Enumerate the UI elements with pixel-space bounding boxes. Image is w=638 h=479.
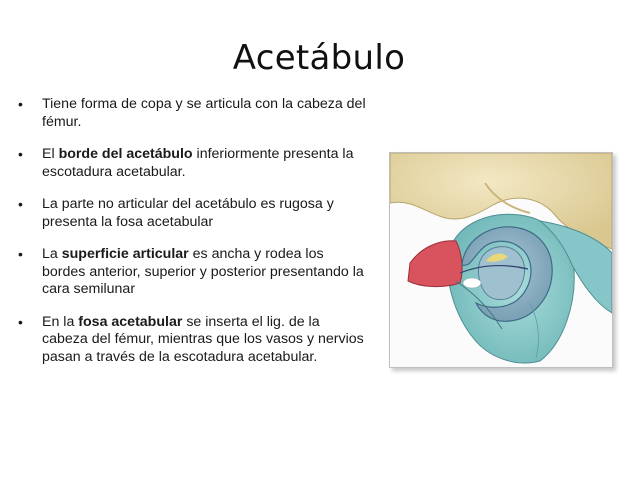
- bullet-marker: •: [18, 196, 23, 212]
- bullet-marker: •: [18, 313, 23, 330]
- bullet-text: Tiene forma de copa y se articula con la cabeza del fémur.: [42, 96, 366, 130]
- bullet-bold-text: borde del acetábulo: [58, 146, 193, 162]
- acetabulum-drawing: [390, 153, 612, 367]
- ligament-spot: [463, 278, 481, 288]
- bullet-bold-text: fosa acetabular: [78, 313, 183, 330]
- bullet-item: [16, 196, 368, 231]
- acetabulum-illustration: [389, 152, 613, 368]
- bullet-text: se inserta el lig. de la cabeza del fémur, mientras que los vasos y nervios pasan a través de la escotadura acetabular.: [42, 313, 364, 365]
- bullet-marker: •: [18, 146, 23, 162]
- slide-title: Acetábulo: [232, 38, 406, 78]
- bullet-text: El: [42, 146, 59, 162]
- bullet-text: inferiormente presenta la escotadura acetabular.: [42, 146, 354, 180]
- bullet-marker: •: [18, 96, 23, 112]
- bullet-text: En la: [42, 313, 79, 330]
- bullet-item: [16, 246, 368, 299]
- bullet-text: es ancha y rodea los bordes anterior, superior y posterior presentando la cara semilunar: [42, 246, 364, 297]
- bullet-text: La parte no articular del acetábulo es rugosa y presenta la fosa acetabular: [42, 196, 334, 230]
- bullet-item: [16, 146, 368, 181]
- bullet-text: La: [42, 246, 62, 262]
- acetabular-notch-region: [408, 241, 462, 287]
- bullet-list: [16, 96, 368, 381]
- bullet-item: [16, 96, 368, 131]
- bullet-marker: •: [18, 246, 23, 262]
- bullet-item: [16, 314, 368, 367]
- bullet-bold-text: superficie articular: [61, 246, 189, 262]
